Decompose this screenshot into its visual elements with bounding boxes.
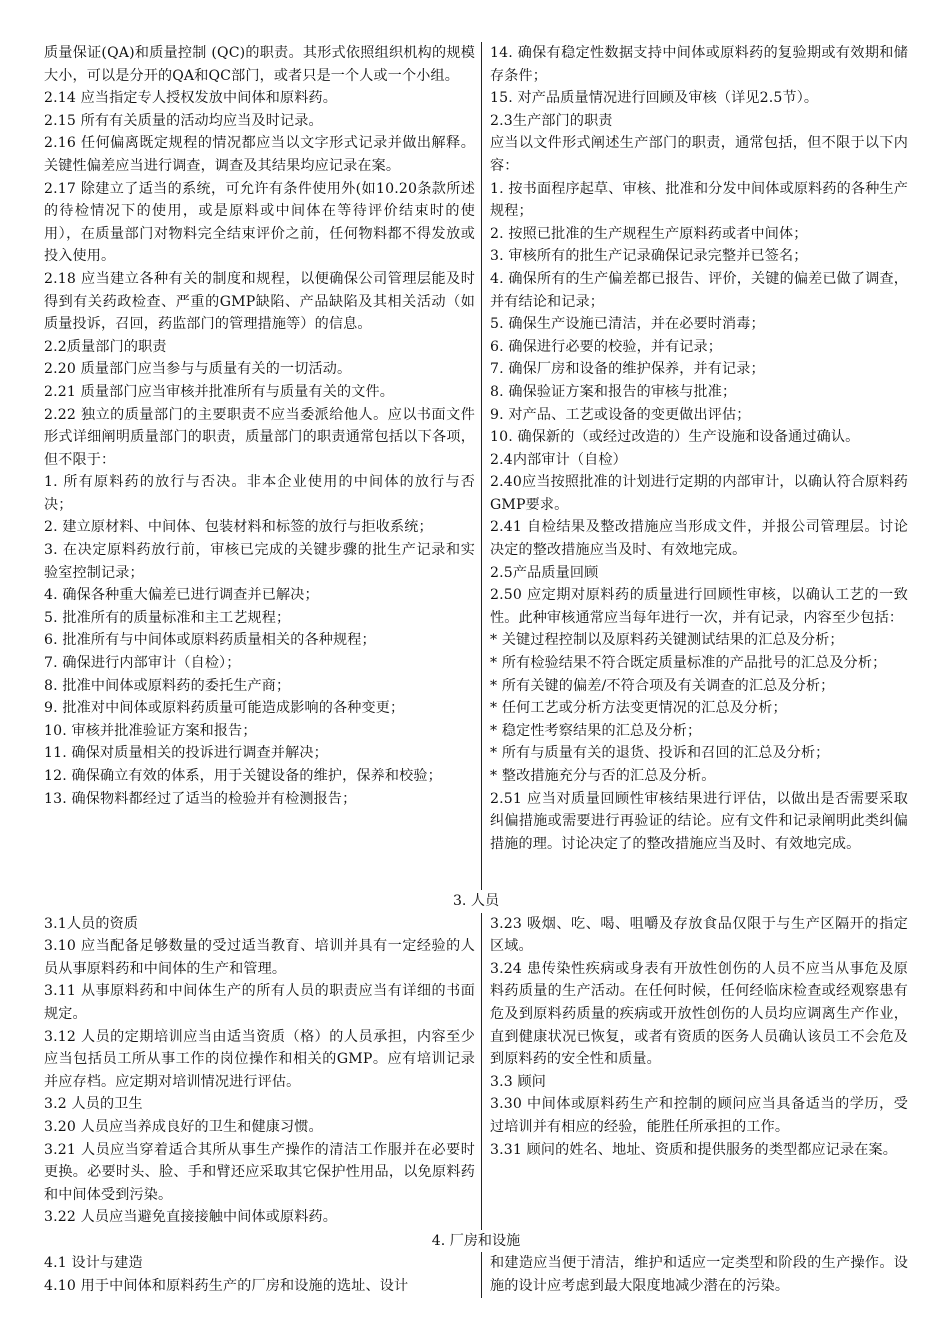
paragraph: 2.15 所有有关质量的活动均应当及时记录。 [44,112,323,129]
paragraph: * 任何工艺或分析方法变更情况的汇总及分析； [490,700,787,717]
paragraph: 3. 审核所有的批生产记录确保记录完整并已签名； [490,248,808,265]
paragraph: 9. 对产品、工艺或设备的变更做出评估； [490,406,751,423]
paragraph: 1. 按书面程序起草、审核、批准和分发中间体或原料药的各种生产规程； [490,180,908,220]
paragraph: 3.22 人员应当避免直接接触中间体或原料药。 [44,1209,337,1226]
paragraph: 3. 在决定原料药放行前，审核已完成的关键步骤的批生产记录和实验室控制记录； [44,542,475,581]
paragraph: 2.5产品质量回顾 [490,564,599,581]
paragraph: 5. 确保生产设施已清洁，并在必要时消毒； [490,316,765,333]
paragraph: 3.1人员的资质 [44,915,139,932]
paragraph: 8. 批准中间体或原料药的委托生产商； [44,677,291,694]
paragraph: 3.31 顾问的姓名、地址、资质和提供服务的类型都应记录在案。 [490,1141,897,1158]
paragraph: 3.21 人员应当穿着适合其所从事生产操作的清洁工作服并在必要时更换。必要时头、脸、手和臂还应采取其它保护性用品，以免原料药和中间体受到污染。 [44,1141,475,1203]
paragraph: 4.1 设计与建造 [44,1255,143,1272]
paragraph: * 所有检验结果不符合既定质量标准的产品批号的汇总及分析； [490,655,887,672]
paragraph: 2.22 独立的质量部门的主要职责不应当委派给他人。应以书面文件形式详细阐明质量部门的职责，质量部门的职责通常包括以下各项，但不限于： [44,406,475,468]
paragraph: 5. 批准所有的质量标准和主工艺规程； [44,609,291,626]
paragraph: 2.21 质量部门应当审核并批准所有与质量有关的文件。 [44,383,394,400]
document-page [44,42,908,1298]
paragraph: 3.11 从事原料药和中间体生产的所有人员的职责应当有详细的书面规定。 [44,983,475,1022]
paragraph: 8. 确保验证方案和报告的审核与批准； [490,383,737,400]
paragraph: * 稳定性考察结果的汇总及分析； [490,722,702,739]
section-quality-and-production [44,42,908,890]
paragraph: 3.23 吸烟、吃、喝、咀嚼及存放食品仅限于与生产区隔开的指定区域。 [490,915,908,955]
paragraph: 7. 确保厂房和设备的维护保养，并有记录； [490,361,765,378]
paragraph: 10. 审核并批准验证方案和报告； [44,722,257,739]
right-column [481,1252,908,1298]
paragraph: * 关键过程控制以及原料药关键测试结果的汇总及分析； [490,632,844,649]
paragraph: 2.51 应当对质量回顾性审核结果进行评估，以做出是否需要采取纠偏措施或需要进行再验证的结论。应有文件和记录阐明此类纠偏措施的理。讨论决定了的整改措施应当及时、有效地完成。 [490,790,908,852]
paragraph: * 所有与质量有关的退货、投诉和召回的汇总及分析； [490,745,830,762]
paragraph: 质量保证(QA)和质量控制 (QC)的职责。其形式依照组织机构的规模大小，可以是分开的QA和QC部门，或者只是一个人或一个小组。 [44,45,475,84]
section-heading-personnel: 3. 人员 [452,893,500,909]
paragraph: 3.3 顾问 [490,1073,546,1090]
paragraph: 3.24 患传染性疾病或身表有开放性创伤的人员不应当从事危及原料药质量的生产活动。在任何时候，任何经临床检查或经观察患有危及到原料药质量的疾病或开放性创伤的人员均应调离生产作业，直到健康状况已恢复，或者有资质的医务人员确认该员工不会危及到原料药的安全性和质量。 [490,960,908,1068]
paragraph: 15. 对产品质量情况进行回顾及审核（详见2.5节）。 [490,90,819,107]
paragraph: 6. 批准所有与中间体或原料药质量相关的各种规程； [44,632,376,649]
paragraph: 2.16 任何偏离既定规程的情况都应当以文字形式记录并做出解释。关键性偏差应当进行调查，调查及其结果均应记录在案。 [44,135,475,174]
paragraph: 3.30 中间体或原料药生产和控制的顾问应当具备适当的学历，受过培训并有相应的经验，能胜任所承担的工作。 [490,1096,908,1135]
paragraph: 2.18 应当建立各种有关的制度和规程，以便确保公司管理层能及时得到有关药政检查、严重的GMP缺陷、产品缺陷及其相关活动（如质量投诉，召回，药监部门的管理措施等）的信息。 [44,270,475,333]
paragraph: 14. 确保有稳定性数据支持中间体或原料药的复验期或有效期和储存条件； [490,45,908,84]
paragraph: 2.3生产部门的职责 [490,112,613,129]
section-personnel [44,913,908,1230]
paragraph: 3.20 人员应当养成良好的卫生和健康习惯。 [44,1118,323,1135]
paragraph: 2.2质量部门的职责 [44,338,167,355]
paragraph: 2. 按照已批准的生产规程生产原料药或者中间体； [490,225,808,242]
left-column [44,1252,481,1298]
paragraph: 2.4内部审计（自检） [490,451,627,468]
paragraph: 应当以文件形式阐述生产部门的职责，通常包括，但不限于以下内容： [490,135,908,174]
right-column [481,42,908,890]
paragraph: 2.20 质量部门应当参与与质量有关的一切活动。 [44,361,352,378]
paragraph: 2.40应当按照批准的计划进行定期的内部审计，以确认符合原料药GMP要求。 [490,474,908,513]
paragraph: 11. 确保对质量相关的投诉进行调查并解决； [44,745,328,762]
paragraph: 3.2 人员的卫生 [44,1096,143,1113]
paragraph: 4. 确保所有的生产偏差都已报告、评价，关键的偏差已做了调查，并有结论和记录； [490,270,908,310]
paragraph: 6. 确保进行必要的校验，并有记录； [490,338,723,355]
paragraph: 4. 确保各种重大偏差已进行调查并已解决； [44,587,319,604]
paragraph: 7. 确保进行内部审计（自检）； [44,655,241,672]
paragraph: 1. 所有原料药的放行与否决。非本企业使用的中间体的放行与否决； [44,474,475,513]
section-heading-buildings: 4. 厂房和设施 [431,1232,521,1249]
right-column [481,913,908,1230]
paragraph: 4.10 用于中间体和原料药生产的厂房和设施的选址、设计 [44,1277,409,1294]
paragraph: 2.14 应当指定专人授权发放中间体和原料药。 [44,90,337,107]
paragraph: 9. 批准对中间体或原料药质量可能造成影响的各种变更； [44,700,405,717]
paragraph: 3.10 应当配备足够数量的受过适当教育、培训并具有一定经验的人员从事原料药和中间体的生产和管理。 [44,938,475,977]
paragraph: 2.17 除建立了适当的系统，可允许有条件使用外(如10.20条款所述的待检情况下的使用，或是原料或中间体在等待评价结束时的使用），在质量部门对物料完全结束评价之前，任何物料都不得发放或投入使用。 [44,180,475,265]
paragraph: 13. 确保物料都经过了适当的检验并有检测报告； [44,790,357,807]
section-buildings [44,1252,908,1298]
paragraph: * 整改措施充分与否的汇总及分析。 [490,768,716,784]
paragraph: 12. 确保确立有效的体系，用于关键设备的维护，保养和校验； [44,768,442,784]
paragraph: * 所有关键的偏差/不符合项及有关调查的汇总及分析； [490,677,835,694]
left-column [44,913,481,1230]
paragraph: 2.41 自检结果及整改措施应当形成文件，并报公司管理层。讨论决定的整改措施应当及时、有效地完成。 [490,519,908,559]
paragraph: 2.50 应定期对原料药的质量进行回顾性审核，以确认工艺的一致性。此种审核通常应当每年进行一次，并有记录，内容至少包括： [490,587,908,626]
left-column [44,42,481,890]
paragraph: 3.12 人员的定期培训应当由适当资质（格）的人员承担，内容至少应当包括员工所从事工作的岗位操作和相关的GMP。应有培训记录并应存档。应定期对培训情况进行评估。 [44,1028,475,1090]
paragraph: 10. 确保新的（或经过改造的）生产设施和设备通过确认。 [490,429,860,446]
paragraph: 2. 建立原材料、中间体、包装材料和标签的放行与拒收系统； [44,519,433,536]
paragraph: 和建造应当便于清洁，维护和适应一定类型和阶段的生产操作。设施的设计应考虑到最大限度地减少潜在的污染。 [490,1255,908,1294]
